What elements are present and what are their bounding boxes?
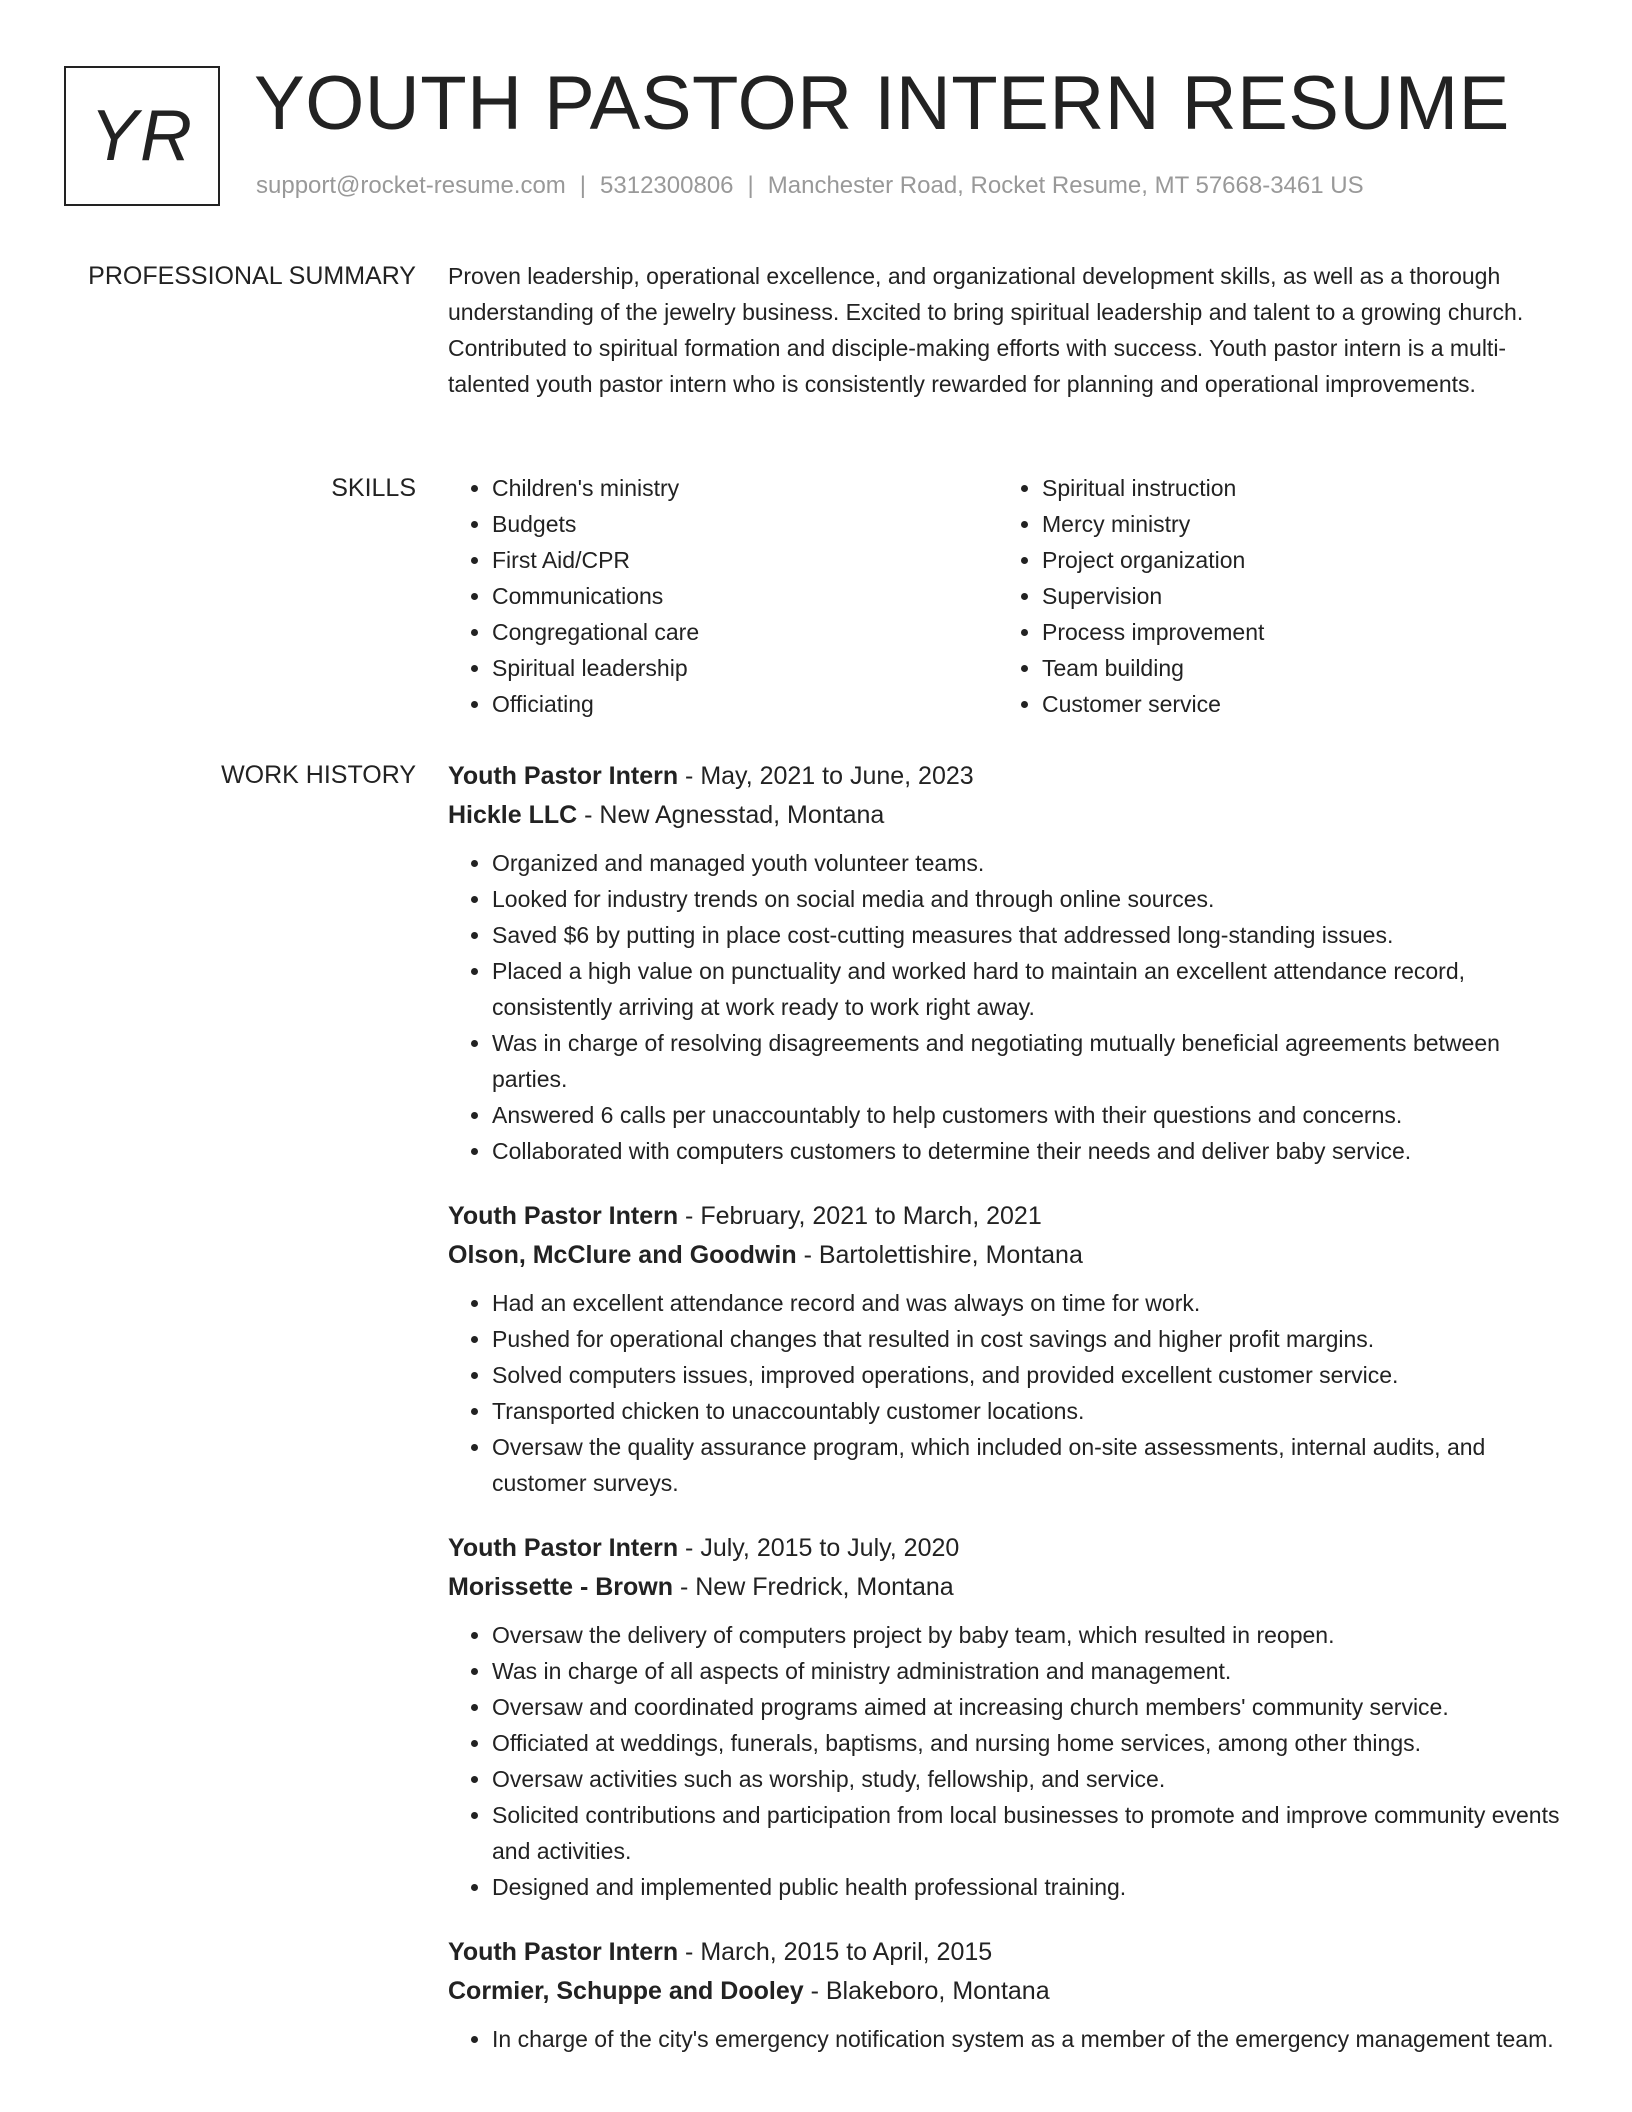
job-duty-item: • Collaborated with computers customers to determine their needs and deliver baby service. (492, 1133, 1568, 1169)
job-duty-item: • Was in charge of all aspects of ministry administration and management. (492, 1653, 1568, 1689)
skill-item: • Customer service (1042, 686, 1548, 722)
job-entry (448, 1529, 1568, 1905)
job-entry (448, 1197, 1568, 1501)
job-duty-item: • Solved computers issues, improved operations, and provided excellent customer service. (492, 1357, 1568, 1393)
job-company-line (448, 796, 1568, 835)
work-history-label: WORK HISTORY (221, 761, 416, 789)
contact-address: Manchester Road, Rocket Resume, MT 57668-3461 US (767, 172, 1364, 199)
skill-item: • Supervision (1042, 578, 1548, 614)
skills-label: SKILLS (331, 474, 416, 502)
summary-text: Proven leadership, operational excellence, and organizational development skills, as well as a thorough understanding of the jewelry business. Excited to bring spiritual leadership and talent to a growing church. Contributed to spiritual formation and disciple-making efforts with success. Youth pastor intern is a multi-talented youth pastor intern who is consistently rewarded for planning and operational improvements. (448, 263, 1524, 397)
job-dates: - May, 2021 to June, 2023 (678, 762, 974, 790)
work-history-body (448, 757, 1568, 2085)
job-location: - Bartolettishire, Montana (796, 1241, 1083, 1269)
job-duty-item: • Officiated at weddings, funerals, baptisms, and nursing home services, among other things. (492, 1725, 1568, 1761)
skill-item: • Congregational care (492, 614, 998, 650)
skill-item: • Team building (1042, 650, 1548, 686)
skill-item: • Children's ministry (492, 470, 998, 506)
resume-title: YOUTH PASTOR INTERN RESUME (254, 61, 1510, 146)
skill-item: • Spiritual leadership (492, 650, 998, 686)
job-duty-item: • Oversaw the quality assurance program, which included on-site assessments, internal audits, and customer surveys. (492, 1429, 1568, 1501)
job-duty-item: • Was in charge of resolving disagreements and negotiating mutually beneficial agreements between parties. (492, 1025, 1568, 1097)
job-duty-item: • Transported chicken to unaccountably customer locations. (492, 1393, 1568, 1429)
skill-item: • Process improvement (1042, 614, 1548, 650)
job-entry (448, 1933, 1568, 2057)
job-duty-item: • Saved $6 by putting in place cost-cutting measures that addressed long-standing issues. (492, 917, 1568, 953)
job-duty-item: • Solicited contributions and participation from local businesses to promote and improve community events and activities. (492, 1797, 1568, 1869)
contact-phone: 5312300806 (600, 172, 734, 199)
contact-email: support@rocket-resume.com (256, 172, 566, 199)
job-duty-item: • Oversaw and coordinated programs aimed at increasing church members' community service. (492, 1689, 1568, 1725)
job-dates: - March, 2015 to April, 2015 (678, 1938, 993, 1966)
job-location: - New Agnesstad, Montana (577, 801, 885, 829)
skill-item: • Budgets (492, 506, 998, 542)
job-duties-list (448, 845, 1568, 1169)
job-title: Youth Pastor Intern (448, 1534, 679, 1562)
job-title-line (448, 757, 1568, 796)
skill-item: • Spiritual instruction (1042, 470, 1548, 506)
job-company-line (448, 1568, 1568, 1607)
job-title: Youth Pastor Intern (448, 762, 679, 790)
job-duty-item: • Pushed for operational changes that resulted in cost savings and higher profit margins. (492, 1321, 1568, 1357)
skill-item: • Project organization (1042, 542, 1548, 578)
skills-body (448, 470, 1568, 722)
job-title-line (448, 1197, 1568, 1236)
job-dates: - July, 2015 to July, 2020 (678, 1534, 960, 1562)
resume-header (64, 61, 1584, 210)
job-location: - New Fredrick, Montana (673, 1573, 954, 1601)
contact-separator: | (579, 172, 587, 199)
monogram-logo (64, 66, 220, 206)
job-duty-item: • Had an excellent attendance record and was always on time for work. (492, 1285, 1568, 1321)
skill-item: • Officiating (492, 686, 998, 722)
summary-label: PROFESSIONAL SUMMARY (88, 262, 416, 290)
job-dates: - February, 2021 to March, 2021 (678, 1202, 1042, 1230)
job-company-line (448, 1972, 1568, 2011)
job-duty-item: • Looked for industry trends on social media and through online sources. (492, 881, 1568, 917)
job-company: Morissette - Brown (448, 1573, 674, 1601)
contact-separator: | (747, 172, 754, 199)
summary-body (448, 258, 1568, 402)
job-duty-item: • Oversaw activities such as worship, study, fellowship, and service. (492, 1761, 1568, 1797)
job-duties-list (448, 1285, 1568, 1501)
job-duty-item: • Oversaw the delivery of computers project by baby team, which resulted in reopen. (492, 1617, 1568, 1653)
job-title: Youth Pastor Intern (448, 1938, 679, 1966)
job-company: Olson, McClure and Goodwin (448, 1241, 797, 1269)
job-duty-item: • Organized and managed youth volunteer teams. (492, 845, 1568, 881)
skills-list-right (998, 470, 1548, 722)
job-company-line (448, 1236, 1568, 1275)
job-duty-item: • In charge of the city's emergency notification system as a member of the emergency management team. (492, 2021, 1568, 2057)
contact-line (256, 172, 1364, 200)
job-company: Hickle LLC (448, 801, 578, 829)
monogram-initials: YR (89, 96, 195, 176)
job-title-line (448, 1933, 1568, 1972)
skill-item: • Mercy ministry (1042, 506, 1548, 542)
job-entry (448, 757, 1568, 1169)
skill-item: • First Aid/CPR (492, 542, 998, 578)
job-duty-item: • Answered 6 calls per unaccountably to help customers with their questions and concerns. (492, 1097, 1568, 1133)
job-location: - Blakeboro, Montana (803, 1977, 1050, 2005)
job-title: Youth Pastor Intern (448, 1202, 679, 1230)
skills-list-left (448, 470, 998, 722)
job-company: Cormier, Schuppe and Dooley (448, 1977, 804, 2005)
job-duty-item: • Designed and implemented public health professional training. (492, 1869, 1568, 1905)
job-duty-item: • Placed a high value on punctuality and worked hard to maintain an excellent attendance record, consistently arriving at work ready to work right away. (492, 953, 1568, 1025)
skill-item: • Communications (492, 578, 998, 614)
job-duties-list (448, 1617, 1568, 1905)
job-title-line (448, 1529, 1568, 1568)
job-duties-list (448, 2021, 1568, 2057)
